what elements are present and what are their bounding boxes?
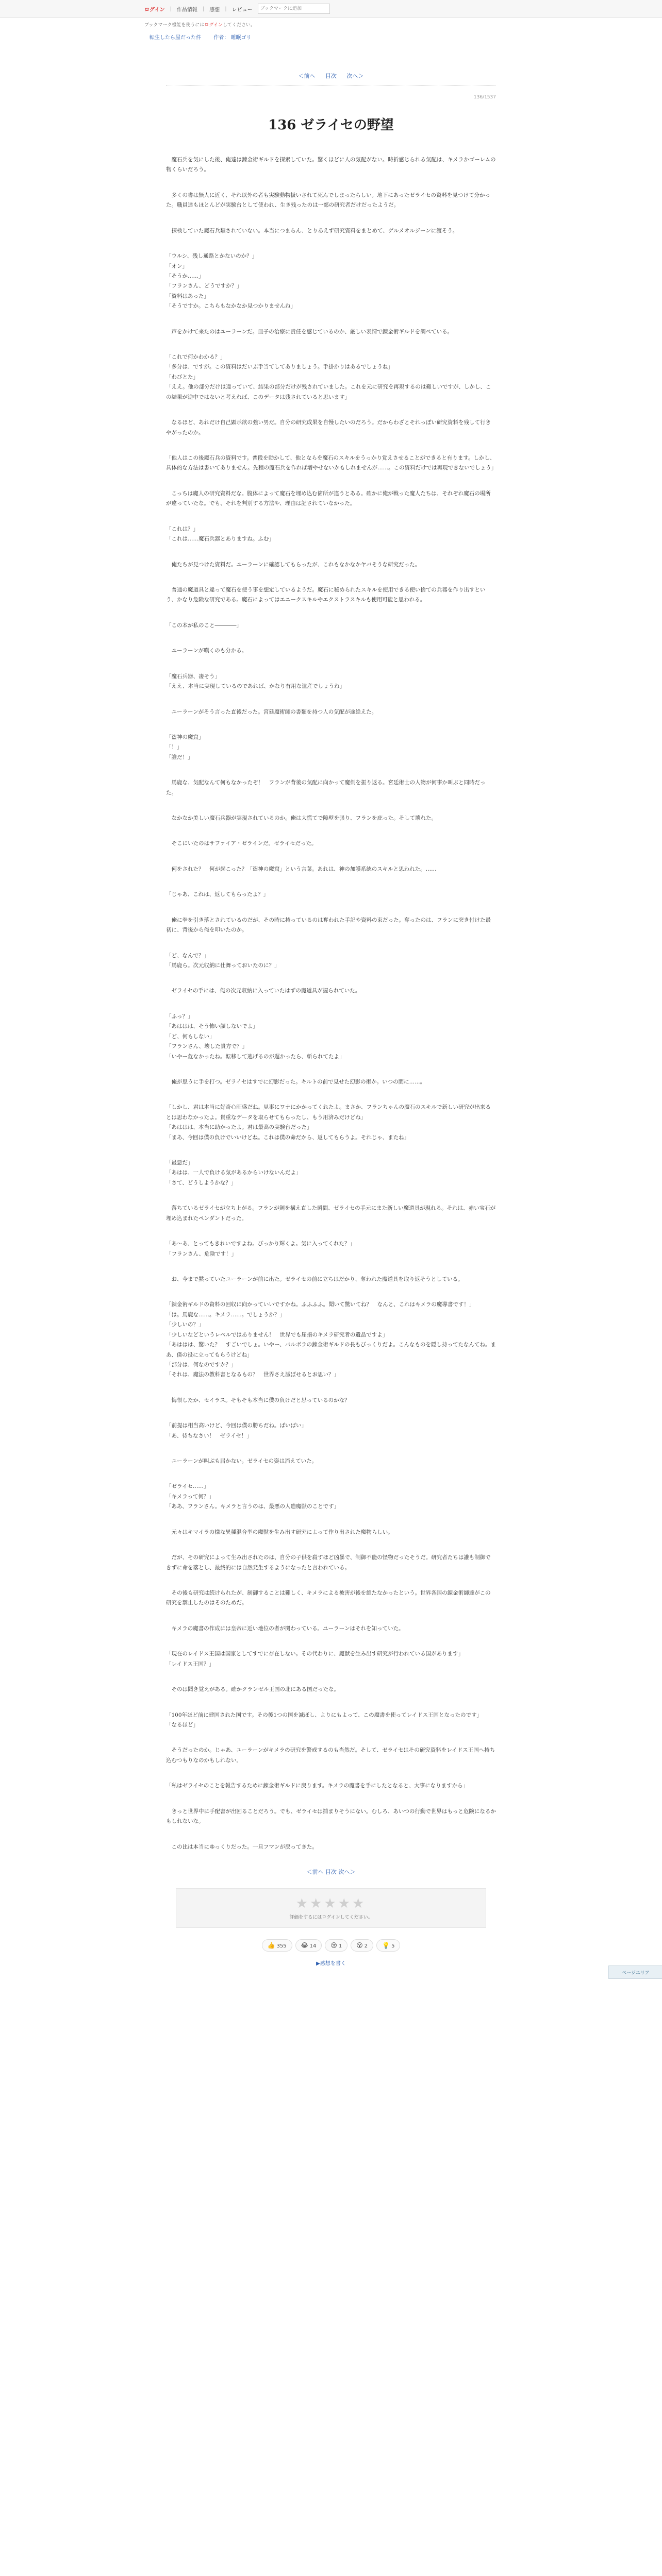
paragraph: 「100年ほど前に建国された国です。その後1つの国を滅ぼし、よりにもよって、この魔書を使ってレイドス王国となったのです」 「なるほど」	[166, 1711, 483, 1728]
reaction-count: 355	[276, 1943, 287, 1949]
paragraph: きっと世界中に手配書が出回ることだろう。でも、ゼライセは捕まりそうにない。むしろ、あいつの行動で世界はもっと危険になるかもしれないな。	[166, 1808, 496, 1825]
paragraph: 「この本が私のこと――――」	[166, 622, 242, 629]
notice-suffix: してください。	[222, 23, 255, 28]
author-link[interactable]: 睡眠ゴリ	[230, 35, 252, 41]
reaction-icon: 😮	[356, 1941, 363, 1949]
paragraph: ユーラーンが嘆くのも分かる。	[166, 648, 247, 654]
paragraph: そこにいたのはサファイア・ゼラインだ。ゼライセだった。	[166, 840, 317, 847]
paragraph: 「しかし、君は本当に好奇心旺盛だね。見事にワナにかかってくれたよ。まさか、フランちゃんの魔石のスキルで新しい研究が出来るとは思わなかったよ。貴重なデータを取らせてもらったし、もう用済みだけどね」 「あははは、本当に助かったよ。君は最高の実験台だった」 「まあ、今回は僕の負けでいいけどね。これは僕の命だから、返してもらうよ。それじゃ、またね」	[166, 1104, 491, 1141]
paragraph: 「私はゼライセのことを報告するために錬金術ギルドに戻ります。キメラの魔書を手にしたとなると、大事になりますから」	[166, 1783, 469, 1789]
reaction-count: 14	[309, 1943, 317, 1949]
paragraph: 落ちているゼライセが立ち上がる。フランが剣を構え直した瞬間、ゼライセの手元にまた新しい魔道具が現れる。それは、赤い宝石が埋め込まれたペンダントだった。	[166, 1205, 496, 1222]
paragraph: 「これで何かわかる？」 「多分は、ですが。この資料はだいぶ手当てしてありましょう。手掛かりはあるでしょうね」 「わびとた」 「ええ。他の部分だけは違っていて、結果の部分だけが残されていました。これを元に研究を再現するのは難しいですが、しかし、この結果が途中ではないと考えれば、このデータは残されていると思います」	[166, 354, 491, 400]
star-rating[interactable]: ★★★★★	[295, 1895, 367, 1911]
paragraph: なかなか美しい魔石兵器が実現されているのか。俺は大慌てで障壁を張り、フランを庇った。そして壊れた。	[166, 815, 437, 822]
paragraph: 「前提は相当高いけど、今回は僕の勝ちだね。ばいばい」 「あ、待ちなさい！ ゼライセ！」	[166, 1422, 307, 1439]
paragraph: 「ウルシ、残し通路とかないのか？」 「オン」 「そうか……」 「フランさん、どうですか？」 「資料はあった」 「そうですか。こちらもなかなか見つかりませんね」	[166, 253, 296, 310]
reaction-icon: 👍	[267, 1941, 275, 1949]
paragraph: その後も研究は続けられたが、制御することは難しく、キメラによる被害が後を絶たなかったという。世界各国の錬金術師達がこの研究を禁止したのはそのためだ。	[166, 1590, 491, 1606]
reaction-button[interactable]	[351, 1939, 373, 1952]
paragraph: 「現在のレイドス王国は国家としてすでに存在しない。その代わりに、魔獣を生み出す研究が行われている国があります」 「レイドス王国？」	[166, 1651, 464, 1667]
paragraph: 「これは？」 「これは……魔石兵器とありますね。ふむ」	[166, 526, 274, 543]
paragraph: 悔恨したか、セイラス。そもそも本当に僕の負けだと思っているのかな？	[166, 1397, 350, 1403]
paragraph: 探検していた魔石兵類されていない。本当につまらん、とりあえず研究資料をまとめて、ゲルメオルジーンに渡そう。	[166, 227, 458, 234]
paragraph: 魔石兵を気にした後、俺達は錬金術ギルドを探索していた。驚くほどに人の気配がない。時折感じられる気配は、キメラかゴーレムの物くらいだろう。	[166, 157, 496, 173]
rating-box	[176, 1888, 486, 1928]
paragraph: 「他人はこの後魔石兵の資料です。普段を動かして、他とならを魔石のスキルをうっかり覚えさせることができると有ります。しかし、具体的な方法は書いてありません。先程の魔石兵を作れば増やせないかもしれませんが……。この資料だけでは再現できないでしょう」	[166, 455, 497, 471]
paragraph: 俺が思うに手を打つ。ゼライセはすでに幻影だった。キルトの前で見せた幻影の術か。いつの間に……。	[166, 1078, 426, 1085]
notice-prefix: ブックマーク機能を使うには	[144, 23, 205, 28]
reaction-button[interactable]	[325, 1939, 347, 1952]
chapter-title: 136 ゼライセの野望	[268, 117, 394, 133]
reaction-count: 1	[338, 1943, 342, 1949]
paragraph: 「ゼライセ……」 「キメラって何？」 「ああ、フランさん。キメラと言うのは、最悪の人造魔獣のことです」	[166, 1483, 339, 1510]
paragraph: この比は本当にゆっくりだった。一旦フマンが戻ってきた。	[166, 1843, 318, 1850]
prev-link-bottom[interactable]: ＜前へ	[306, 1868, 324, 1875]
paragraph: 声をかけて来たのはユーラーンだ。皿子の治療に責任を感じているのか、厳しい表情で錬金術ギルドを調べている。	[166, 328, 453, 335]
paragraph: こっちは魔人の研究資料だな。腹体によって魔石を埋め込む箇所が違うとある。確かに俺が戦った魔人たちは、それぞれ魔石の場所が違っていたな。でも、それを判別する方法や、理由は記されていなかった。	[166, 490, 491, 507]
toc-link-bottom[interactable]: 目次	[325, 1868, 337, 1875]
bookmark-input[interactable]	[258, 4, 330, 14]
paragraph: 何をされた？ 何が起こった？「盗神の魔窟」という言葉。あれは、神の加護系統のスキルと思われた。……	[166, 866, 437, 872]
novel-title-link[interactable]: 転生したら屋だった件	[150, 35, 201, 41]
chapter-body	[166, 85, 496, 1852]
prev-link[interactable]: ＜前へ	[298, 73, 316, 79]
paragraph: 「最悪だ」 「あはは、一人で負ける気があるからいけないんだよ」 「さて、どうしようかな？」	[166, 1160, 302, 1186]
chapter-text	[166, 155, 496, 1852]
paragraph: ユーラーンがそう言った直後だった。宮廷魔術師の書類を持つ人の気配が途絶えた。	[166, 708, 377, 715]
reaction-icon: 😢	[330, 1941, 337, 1949]
nav-item-impressions[interactable]: 感想	[209, 7, 220, 13]
paragraph: 「盗神の魔窟」 「！」 「誰だ！」	[166, 734, 204, 760]
nav-item-info[interactable]: 作品情報	[176, 7, 197, 13]
reaction-icon: 💡	[382, 1941, 390, 1949]
login-link[interactable]: ログイン	[144, 7, 165, 13]
paragraph: ユーラーンが叫ぶも届かない。ゼライセの姿は消えていた。	[166, 1458, 318, 1465]
paragraph: 「魔石兵器、凄そう」 「ええ、本当に実現しているのであれば、かなり有用な遺産でしょうね」	[166, 673, 345, 690]
reaction-count: 2	[364, 1943, 368, 1949]
paragraph: 多くの書は無人に近く、それ以外の者も実験動物扱いされて死んでしまったらしい。地下にあったゼライセの資料を見つけて分かった。職員達もほとんどが実験台として使われ、生き残ったのは一部の研究者だけだったようだ。	[166, 192, 491, 209]
divider: |	[170, 6, 172, 12]
paragraph: そのは聞き覚えがある。確かクランゼル王国の北にある国だったな。	[166, 1686, 339, 1693]
divider: |	[202, 6, 205, 12]
reaction-bar	[0, 1939, 662, 1952]
page-area-button[interactable]: ページエリア	[608, 1965, 662, 1979]
author-label: 作者：	[213, 35, 229, 41]
paragraph: 普通の魔道具と違って魔石を使う事を想定しているようだ。魔石に秘められたスキルを使用できる使い捨ての兵器を作り出すという、かなり危険な研究である。魔石によってはエニークスキルやエクストラスキルも使用可能と思われる。	[166, 586, 486, 603]
paragraph: 「錬金術ギルドの資料の回収に向かっていいですかね。ふふふふ。聞いて驚いてね？ なんと、これはキメラの魔導書です！」 「は。馬鹿な……。キメラ……。でしょうか？」 「少しいの？」 「少しいなどというレベルではありません！ 世界でも屈指のキメラ研究者の遺品ですよ」 「あははは、驚いた？ すごいでしょ。いやー、バルボラの錬金術ギルドの長もびっくりだよ。こんなものを隠し持ってたなんてね。まあ、僕の役に立ってもらうけどね」 「部分は、何なのですか？」 「それは、魔法の教科書となるもの？ 世界さえ滅ぼせるとお思い？」	[166, 1301, 496, 1378]
reaction-button[interactable]	[262, 1939, 292, 1952]
reaction-button[interactable]	[376, 1939, 400, 1952]
reaction-count: 5	[391, 1943, 395, 1949]
next-link[interactable]: 次へ＞	[346, 73, 364, 79]
chapter-nav-bottom	[0, 1868, 662, 1876]
paragraph: なるほど、あれだけ自己顕示欲の強い男だ。自分の研究成果を自慢したいのだろう。だからわざとそれっぽい研究資料を残して行きやがったのか。	[166, 419, 491, 436]
top-navigation-bar	[0, 0, 662, 18]
paragraph: 「じゃあ、これは、返してもらったよ？」	[166, 891, 269, 898]
chapter-nav-top	[0, 72, 662, 80]
paragraph: 「ど、なんで？」 「馬鹿ら。次元収納に仕舞っておいたのに？」	[166, 952, 280, 969]
page-number: 136/1537	[473, 95, 496, 100]
paragraph: 俺たちが見つけた資料だ。ユーラーンに確認してもらったが、これもなかなかヤバそうな研究だった。	[166, 561, 421, 568]
paragraph: 馬鹿な、気配なんて何もなかったぞ！ フランが背後の気配に向かって魔剣を振り返る。宮廷術士の人物が何事か叫ぶと同時だった。	[166, 779, 486, 796]
paragraph: ゼライセの手には、俺の次元収納に入っていたはずの魔道具が握られていた。	[166, 988, 361, 994]
paragraph: 「ふっ？」 「あははは、そう怖い顔しないでよ」 「ど、何もしない」 「フランさん、壊した貴方で？」 「いやー危なかったね。転移して逃げるのが遅かったら、斬られてたよ」	[166, 1013, 345, 1060]
paragraph: キメラの魔書の作成には皇帝に近い地位の者が関わっている。ユーラーンはそれを知っていた。	[166, 1625, 404, 1632]
reaction-icon: 😂	[301, 1941, 308, 1949]
nav-item-reviews[interactable]: レビュー	[231, 7, 253, 13]
paragraph: だが、その研究によって生み出されたのは、自分の子供を殺すほど凶暴で、制御不能の怪物だったそうだ。研究者たちは誰も制御できずに命を落とし、最終的には自然発生するようになったと言われている。	[166, 1554, 491, 1571]
bookmark-notice	[0, 18, 662, 28]
toc-link[interactable]: 目次	[325, 73, 337, 79]
paragraph: 「あ～あ、とってもきれいですよね。ぴっかり輝くよ。気に入ってくれた？」 「フランさん、危険です！」	[166, 1241, 355, 1257]
divider: |	[225, 6, 227, 12]
next-link-bottom[interactable]: 次へ＞	[338, 1868, 356, 1875]
notice-login-link[interactable]: ログイン	[204, 23, 223, 28]
write-impression-link[interactable]: ▶感想を書く	[316, 1960, 346, 1967]
paragraph: そうだったのか。じゃあ、ユーラーンがキメラの研究を警戒するのも当然だ。そして、ゼライセはその研究資料をレイドス王国へ持ち込むつもりなのかもしれない。	[166, 1747, 495, 1764]
paragraph: 元々はキマイラの様な異種混合型の魔獣を生み出す研究によって作り出された魔物らしい。	[166, 1529, 393, 1535]
rating-hint: 評価をするにはログインしてください。	[289, 1914, 373, 1920]
paragraph: お、今まで黙っていたユーラーンが前に出た。ゼライセの前に立ちはだかり、奪われた魔道具を取り返そうとしている。	[166, 1276, 464, 1282]
paragraph: 俺に拳を引き落とされているのだが、その時に持っているのは奪われた手記や資料の束だった。奪ったのは、フランに突き付けた最初に、背後から俺を叩いたのか。	[166, 917, 491, 934]
breadcrumb	[0, 28, 662, 41]
reaction-button[interactable]	[295, 1939, 322, 1952]
